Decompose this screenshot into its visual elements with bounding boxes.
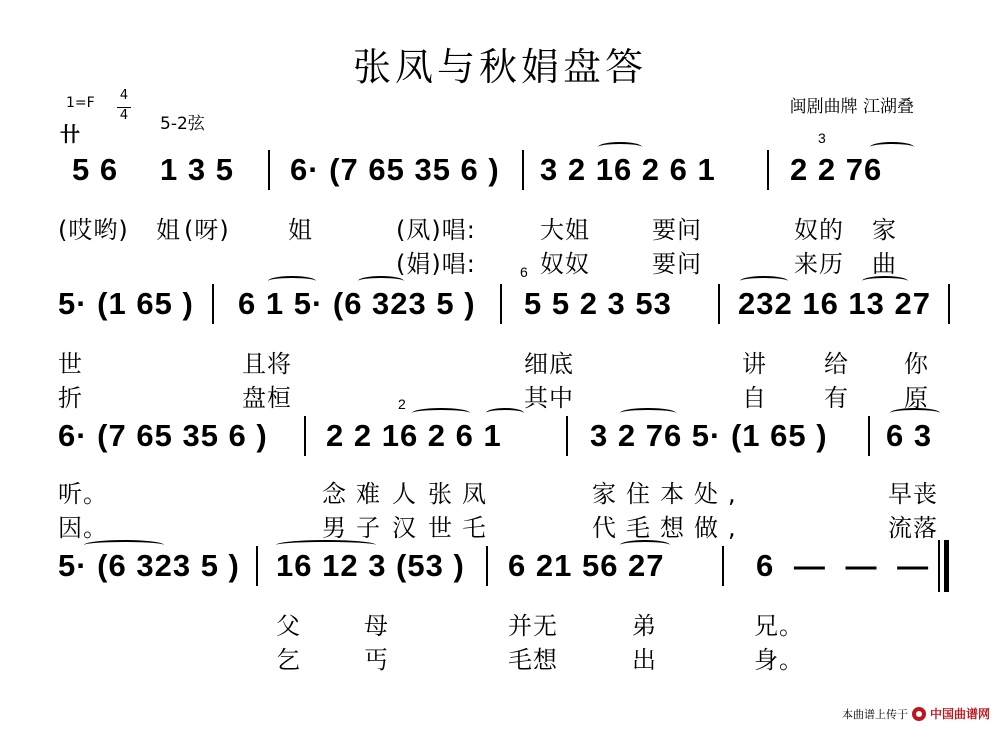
lyric: 讲 <box>742 350 767 378</box>
lyric: 想做, <box>660 514 746 542</box>
barline <box>722 546 724 586</box>
note-group: 5 6 <box>72 152 119 187</box>
lyric: 奴的 <box>794 216 844 244</box>
note-group: 2 2 16 2 6 1 <box>326 418 502 453</box>
lyric: 本处, <box>660 480 746 508</box>
note-group: 5 5 2 3 53 <box>524 286 672 321</box>
slur <box>740 276 788 286</box>
time-signature-top: 4 <box>119 88 129 103</box>
barline <box>256 546 258 586</box>
lyric: (凤)唱: <box>396 216 476 244</box>
note-group: 6· (7 65 35 6 ) <box>58 418 268 453</box>
key-signature: 1=F <box>66 95 95 111</box>
slur <box>84 540 164 550</box>
lyric: 弟 <box>632 612 657 640</box>
tune-source: 闽剧曲牌 江湖叠 <box>789 97 914 117</box>
barline <box>486 546 488 586</box>
lyric: 原 <box>904 384 929 412</box>
slur <box>620 540 670 550</box>
time-signature-bottom: 4 <box>119 108 129 123</box>
lyric: 有 <box>824 384 849 412</box>
note-group: 232 16 13 27 <box>738 286 932 321</box>
lyric: 自 <box>742 384 767 412</box>
lyric: 汉 <box>392 514 417 542</box>
lyric: 细底 <box>524 350 574 378</box>
note-group: 3 2 16 2 6 1 <box>540 152 716 187</box>
slur <box>486 408 524 418</box>
string-tuning: 5-2弦 <box>160 114 205 134</box>
lyric: (呀) <box>184 216 230 244</box>
barline <box>500 284 502 324</box>
barline <box>948 284 950 324</box>
barline <box>522 150 524 190</box>
lyric: 并无 <box>508 612 558 640</box>
barline <box>767 150 769 190</box>
lyric: 乞 <box>276 646 301 674</box>
lyric: 折 <box>58 384 83 412</box>
lyric: (娟)唱: <box>396 250 476 278</box>
barline <box>868 416 870 456</box>
lyric: 母 <box>364 612 389 640</box>
lyric: 要问 <box>652 216 702 244</box>
note-group: 6· (7 65 35 6 ) <box>290 152 500 187</box>
note-group: 6 1 5· (6 323 5 ) <box>238 286 476 321</box>
barline <box>212 284 214 324</box>
lyric: 大姐 <box>540 216 590 244</box>
slur <box>870 142 914 152</box>
lyric: 听。 <box>58 480 108 508</box>
site-brand: 中国曲谱网 <box>929 707 990 721</box>
note-group: 16 12 3 (53 ) <box>276 548 465 583</box>
lyric: 盘桓 <box>242 384 292 412</box>
lyric: 男子 <box>322 514 390 542</box>
note-group: 6 21 56 27 <box>508 548 665 583</box>
lyric: 给 <box>824 350 849 378</box>
lyric: 因。 <box>58 514 108 542</box>
note-group: 6 — — — <box>756 548 935 583</box>
lyric: 家住 <box>592 480 660 508</box>
lyric: 丐 <box>364 646 389 674</box>
note-group: 5· (6 323 5 ) <box>58 548 240 583</box>
final-barline-thick <box>944 540 949 592</box>
lyric: 出 <box>632 646 657 674</box>
lyric: 父 <box>276 612 301 640</box>
final-barline-thin <box>938 540 940 592</box>
slur <box>862 276 908 286</box>
upload-credit <box>842 705 990 722</box>
lyric: 代毛 <box>592 514 660 542</box>
lyric: 你 <box>904 350 929 378</box>
note-group: 3 2 76 5· (1 65 ) <box>590 418 828 453</box>
note-group: 2 2 76 <box>790 152 883 187</box>
grace-mark: 2 <box>398 396 406 412</box>
lyric: 要问 <box>652 250 702 278</box>
lyric: 且将 <box>242 350 292 378</box>
grace-mark: 6 <box>520 264 528 280</box>
note-group: 6 3 <box>886 418 933 453</box>
lyric: 世 <box>58 350 83 378</box>
lyric: 早丧 <box>888 480 938 508</box>
lyric: 曲 <box>872 250 897 278</box>
slur <box>890 408 940 418</box>
lyric: 兄。 <box>754 612 804 640</box>
page-title: 张凤与秋娟盘答 <box>352 45 647 89</box>
barline <box>268 150 270 190</box>
lyric: (哎哟) <box>58 216 129 244</box>
slur <box>412 408 470 418</box>
note-group: 5· (1 65 ) <box>58 286 194 321</box>
lyric: 念难 <box>322 480 390 508</box>
triplet-mark: 3 <box>818 130 826 146</box>
lyric: 世乇 <box>428 514 496 542</box>
lyric: 流落 <box>888 514 938 542</box>
slur <box>268 276 316 286</box>
lyric: 张凤 <box>428 480 496 508</box>
slur <box>620 408 676 418</box>
barline <box>718 284 720 324</box>
upload-text: 本曲谱上传于 <box>841 707 908 721</box>
slur <box>276 540 376 550</box>
slur <box>598 142 642 152</box>
lyric: 奴奴 <box>540 250 590 278</box>
lyric: 其中 <box>524 384 574 412</box>
barline <box>566 416 568 456</box>
tempo-mark: 卄 <box>60 122 80 146</box>
slur <box>358 276 404 286</box>
site-logo-icon <box>912 707 926 721</box>
lyric: 毛想 <box>508 646 558 674</box>
note-group: 1 3 5 <box>160 152 234 187</box>
lyric: 来历 <box>794 250 844 278</box>
lyric: 姐 <box>288 216 313 244</box>
lyric: 身。 <box>754 646 804 674</box>
lyric: 姐 <box>156 216 181 244</box>
lyric: 人 <box>392 480 417 508</box>
lyric: 家 <box>872 216 897 244</box>
barline <box>304 416 306 456</box>
